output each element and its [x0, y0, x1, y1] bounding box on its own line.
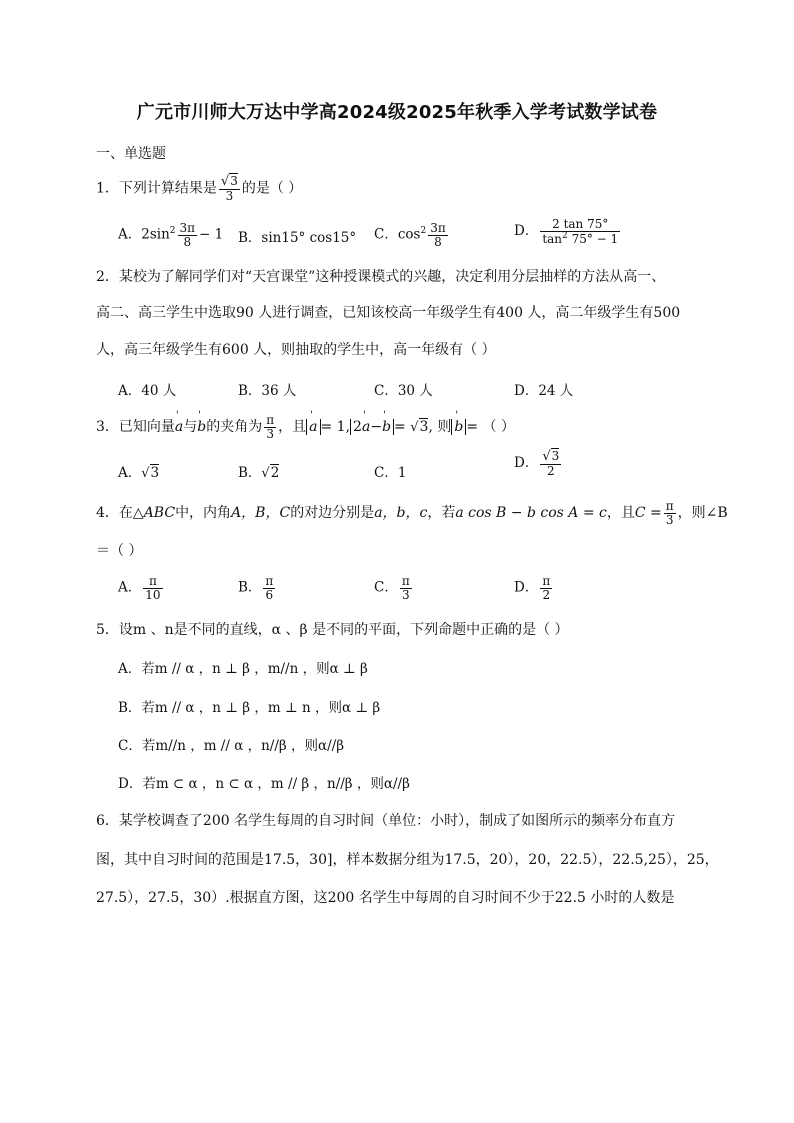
q3-option-b: B．√2: [238, 465, 280, 481]
section-heading: 一、单选题: [96, 146, 166, 162]
q1-option-a: A．$2\sin^2$ $\frac{3\pi}{8}$ − 1: [118, 221, 224, 249]
question-6-line-3: 27.5），27.5，30）.根据直方图，这200 名学生中每周的自习时间不少于22.5 小时的人数是: [96, 890, 675, 906]
q4-option-b: B． $\frac{\pi}{6}$: [238, 574, 274, 602]
question-4-stem: 4．在△ABC中，内角A，B，C的对边分别是a，b，c，若a cos B − b cos A = c，且C = $\frac{\pi}{3}$ ，则∠B: [96, 499, 728, 527]
q3-option-d: D． $\frac{√3}{2}$: [514, 449, 560, 478]
exam-title: 广元市川师大万达中学高2024级2025年秋季入学考试数学试卷: [136, 102, 658, 123]
q5-option-a: A．若m // α ，n ⊥ β ，m//n ，则α ⊥ β: [118, 661, 368, 677]
q3-option-a: A．√3: [118, 465, 160, 481]
question-3-stem: 3．已知向量' a与' b的夹角为 $\frac{\pi}{3}$ ，且' a = 1, 2' a−' b = √3, 则' b = （ ）: [96, 414, 515, 440]
q1-stem-text: 1．下列计算结果是: [96, 180, 217, 197]
q1-option-c: C．$\cos^2$ $\frac{3\pi}{8}$: [374, 221, 446, 249]
q2-option-b: B．36 人: [238, 383, 297, 399]
question-2-line-3: 人，高三年级学生有600 人，则抽取的学生中，高一年级有（ ）: [96, 342, 496, 358]
question-6-line-1: 6．某学校调查了200 名学生每周的自习时间（单位：小时），制成了如图所示的频率分布直方: [96, 813, 676, 829]
question-2-line-2: 高二、高三学生中选取90 人进行调查，已知该校高一年级学生有400 人，高二年级学生有500: [96, 305, 681, 321]
q4-option-d: D． $\frac{\pi}{2}$: [514, 574, 551, 602]
question-6-line-2: 图，其中自习时间的范围是17.5，30]，样本数据分组为17.5，20），20，22.5），22.5,25），25，: [96, 852, 719, 868]
question-5-stem: 5．设m 、n是不同的直线，α 、β 是不同的平面，下列命题中正确的是（ ）: [96, 622, 569, 638]
question-2-line-1: 2．某校为了解同学们对“天宫课堂”这种授课模式的兴趣，决定利用分层抽样的方法从高一、: [96, 269, 666, 285]
q3-option-c: C．1: [374, 465, 407, 481]
q1-option-d: D． $\frac{2 \tan 75^\circ}{\tan^2 75^\circ - 1}$: [514, 217, 619, 246]
q4-option-c: C． $\frac{\pi}{3}$: [374, 574, 410, 602]
question-4-line-2: ＝（ ）: [96, 543, 143, 559]
q5-option-c: C．若m//n ，m // α ，n//β ，则α//β: [118, 738, 345, 754]
q5-option-d: D．若m ⊂ α ，n ⊂ α ，m // β ，n//β ，则α//β: [118, 776, 410, 792]
q1-fraction: $\frac{√3}{3}$: [220, 174, 238, 203]
q2-option-c: C．30 人: [374, 383, 433, 399]
q5-option-b: B．若m // α ，n ⊥ β ，m ⊥ n ，则α ⊥ β: [118, 700, 381, 716]
q2-option-a: A．40 人: [118, 383, 177, 399]
q4-option-a: A． $\frac{\pi}{10}$: [118, 574, 161, 602]
question-1-stem: [96, 175, 302, 202]
q1-stem-text-end: 的是（ ）: [241, 180, 303, 197]
q1-option-b: B．sin15° cos15°: [238, 230, 357, 246]
q2-option-d: D．24 人: [514, 383, 574, 399]
